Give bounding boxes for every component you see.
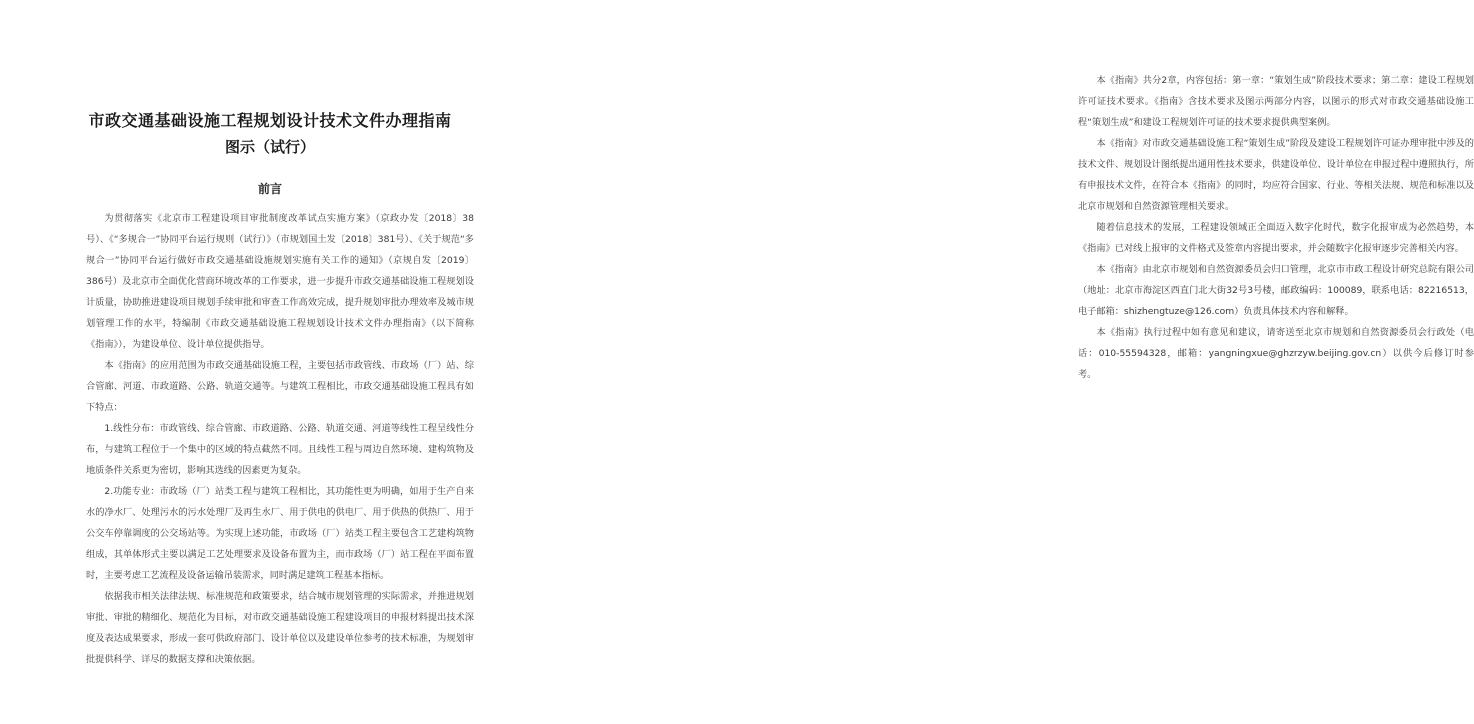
right-body-text xyxy=(1078,70,1474,385)
document-subtitle: 图示（试行） xyxy=(224,138,315,156)
paragraph: 本《指南》的应用范围为市政交通基础设施工程，主要包括市政管线、市政场（厂）站、综合管廊、河道、市政道路、公路、轨道交通等。与建筑工程相比，市政交通基础设施工程具有如下特点： xyxy=(86,360,474,413)
paragraph: 本《指南》对市政交通基础设施工程“策划生成”阶段及建设工程规划许可证办理审批中涉及的技术文件、规划设计图纸提出通用性技术要求，供建设单位、设计单位在申报过程中遵照执行，所有申报技术文件，在符合本《指南》的同时，均应符合国家、行业、等相关法规、规范和标准以及北京市规划和自然资源管理相关要求。 xyxy=(1078,138,1474,212)
paragraph: 1.线性分布：市政管线、综合管廊、市政道路、公路、轨道交通、河道等线性工程呈线性分布，与建筑工程位于一个集中的区域的特点截然不同。且线性工程与周边自然环境、建构筑物及地质条件关系更为密切，影响其选线的因素更为复杂。 xyxy=(86,423,474,476)
paragraph: 随着信息技术的发展，工程建设领域正全面迈入数字化时代，数字化报审成为必然趋势，本《指南》已对线上报审的文件格式及签章内容提出要求，并会随数字化报审逐步完善相关内容。 xyxy=(1078,222,1474,254)
paragraph: 依据我市相关法律法规、标准规范和政策要求，结合城市规划管理的实际需求，并推进规划审批、审批的精细化、规范化为目标，对市政交通基础设施工程建设项目的申报材料提出技术深度及表达成果要求，形成一套可供政府部门、设计单位以及建设单位参考的技术标准，为规划审批提供科学、详尽的数据支撑和决策依据。 xyxy=(86,591,474,665)
paragraph: 2.功能专业：市政场（厂）站类工程与建筑工程相比，其功能性更为明确，如用于生产自来水的净水厂、处理污水的污水处理厂及再生水厂、用于供电的供电厂、用于供热的供热厂、用于公交车停靠调度的公交场站等。为实现上述功能，市政场（厂）站类工程主要包含工艺建构筑物组成，其单体形式主要以满足工艺处理要求及设备布置为主，而市政场（厂）站工程在平面布置时，主要考虑工艺流程及设备运输吊装需求，同时满足建筑工程基本指标。 xyxy=(86,486,474,581)
paragraph: 本《指南》由北京市规划和自然资源委员会归口管理，北京市市政工程设计研究总院有限公司（地址：北京市海淀区西直门北大街32号3号楼，邮政编码：100089，联系电话：82216513，电子邮箱：shizhengtuze@126.com）负责具体技术内容和解释。 xyxy=(1078,264,1474,317)
right-page xyxy=(512,0,1474,724)
paragraph: 本《指南》共分2章，内容包括：第一章：“策划生成”阶段技术要求；第二章：建设工程规划许可证技术要求。《指南》含技术要求及图示两部分内容，以图示的形式对市政交通基础设施工程“策划生成”和建设工程规划许可证的技术要求提供典型案例。 xyxy=(1078,75,1474,128)
left-page xyxy=(0,0,512,724)
left-body-text xyxy=(86,208,474,670)
paragraph: 本《指南》执行过程中如有意见和建议，请寄送至北京市规划和自然资源委员会行政处（电话：010-55594328，邮箱：yangningxue@ghzrzyw.beijing.gov.cn）以供今后修订时参考。 xyxy=(1078,327,1474,380)
document-title: 市政交通基础设施工程规划设计技术文件办理指南 xyxy=(88,111,452,130)
section-heading: 前言 xyxy=(257,182,282,196)
paragraph: 为贯彻落实《北京市工程建设项目审批制度改革试点实施方案》（京政办发〔2018〕38号）、《“多规合一”协同平台运行规则（试行）》（市规划国土发〔2018〕381号）、《关于规范“多规合一”协同平台运行做好市政交通基础设施规划实施有关工作的通知》（京规自发〔2019〕386号）及北京市全面优化营商环境改革的工作要求，进一步提升市政交通基础设施工程规划设计质量，协助推进建设项目规划手续审批和审查工作高效完成，提升规划审批办理效率及城市规划管理工作的水平，特编制《市政交通基础设施工程规划设计技术文件办理指南》（以下简称《指南》），为建设单位、设计单位提供指导。 xyxy=(86,213,474,350)
